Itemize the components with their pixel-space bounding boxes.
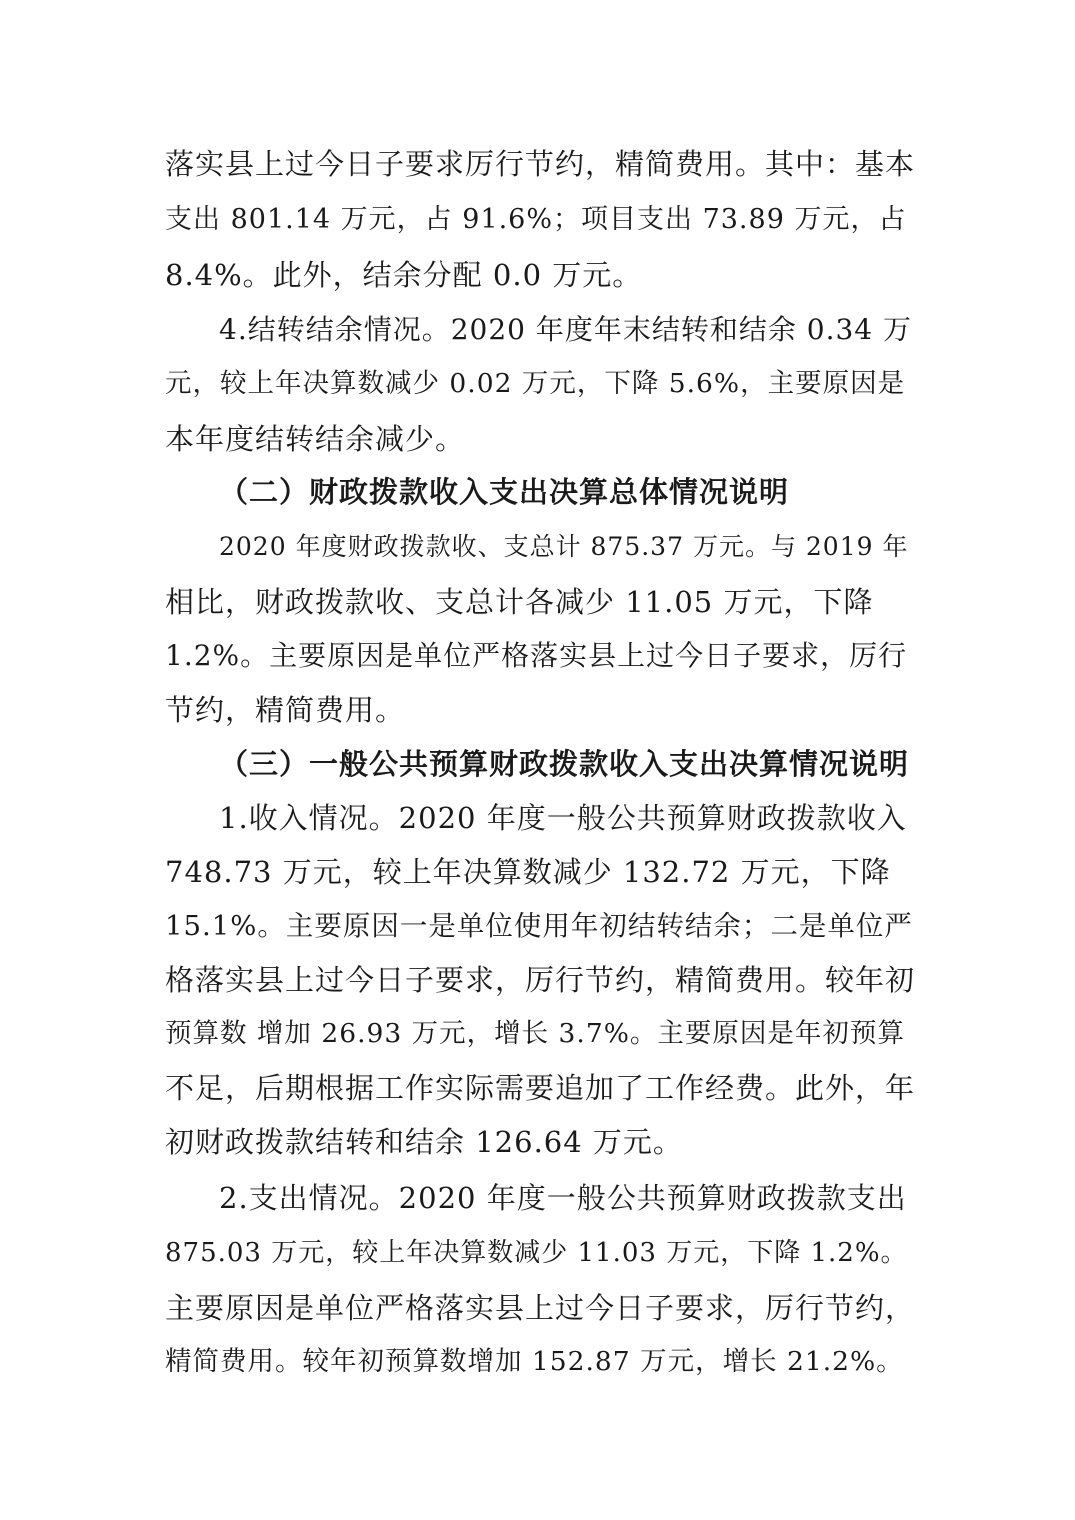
text-line: 2.支出情况。2020 年度一般公共预算财政拨款支出: [219, 1181, 907, 1215]
text-line: 875.03 万元，较上年决算数减少 11.03 万元，下降 1.2%。: [165, 1238, 908, 1268]
text-line: 格落实县上过今日子要求，厉行节约，精简费用。较年初: [165, 963, 916, 997]
text-line: 不足，后期根据工作实际需要追加了工作经费。此外，年: [165, 1071, 916, 1105]
text-line: 相比，财政拨款收、支总计各减少 11.05 万元，下降: [165, 585, 874, 619]
text-line: 2020 年度财政拨款收、支总计 875.37 万元。与 2019 年: [219, 532, 909, 561]
text-line: 主要原因是单位严格落实县上过今日子要求，厉行节约，: [165, 1291, 916, 1325]
text-line: 748.73 万元，较上年决算数减少 132.72 万元，下降: [165, 855, 891, 889]
text-line: 初财政拨款结转和结余 126.64 万元。: [165, 1125, 683, 1159]
text-line: 本年度结转结余减少。: [165, 422, 466, 456]
text-line: 支出 801.14 万元，占 91.6%；项目支出 73.89 万元，占: [165, 204, 907, 235]
text-line: 精简费用。较年初预算数增加 152.87 万元，增长 21.2%。: [165, 1346, 904, 1377]
text-line: 4.结转结余情况。2020 年度年末结转和结余 0.34 万: [219, 313, 913, 346]
text-line: 1.收入情况。2020 年度一般公共预算财政拨款收入: [219, 801, 907, 835]
section-heading: （三）一般公共预算财政拨款收入支出决算情况说明: [219, 747, 910, 781]
section-heading: （二）财政拨款收入支出决算总体情况说明: [219, 475, 790, 509]
text-line: 1.2%。主要原因是单位严格落实县上过今日子要求，厉行: [165, 639, 908, 672]
text-line: 预算数 增加 26.93 万元，增长 3.7%。主要原因是年初预算: [165, 1018, 905, 1049]
text-line: 元，较上年决算数减少 0.02 万元，下降 5.6%，主要原因是: [165, 368, 906, 399]
text-line: 落实县上过今日子要求厉行节约，精简费用。其中：基本: [165, 147, 916, 181]
text-line: 8.4%。此外，结余分配 0.0 万元。: [165, 258, 643, 292]
text-line: 节约，精简费用。: [165, 693, 406, 727]
text-line: 15.1%。主要原因一是单位使用年初结转结余；二是单位严: [165, 910, 913, 942]
